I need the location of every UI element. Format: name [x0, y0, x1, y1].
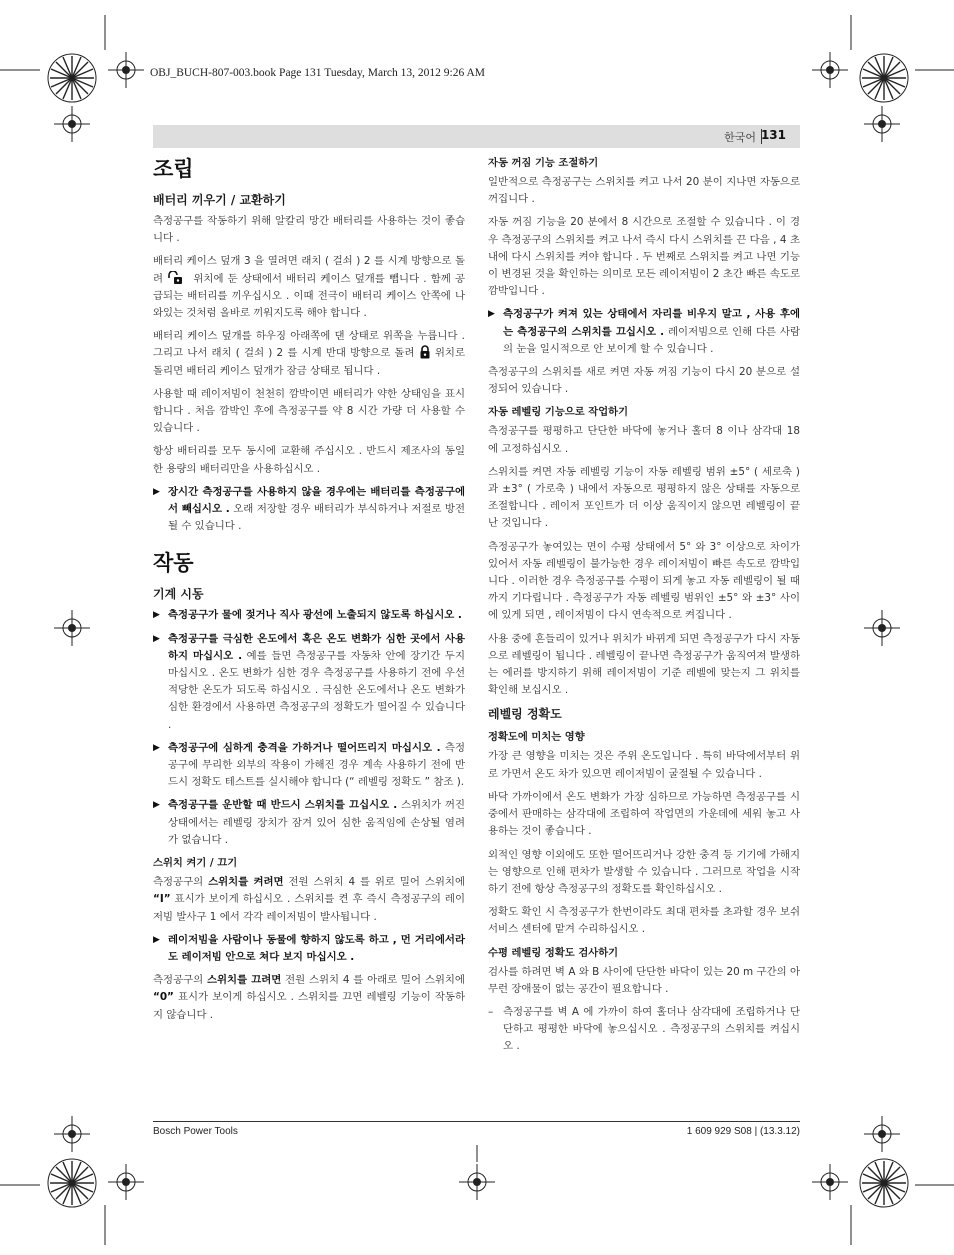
- paragraph: 측정공구를 작동하기 위해 알칼리 망간 배터리를 사용하는 것이 좋습니다 .: [153, 215, 465, 245]
- warning-bullet: ▶ 측정공구가 켜져 있는 상태에서 자리를 비우지 말고 , 사용 후에는 측정공구의 스위치를 끄십시오 . 레이저빔으로 인해 다른 사람의 눈을 일시적으로 안 보이게 할 수 있습니다 .: [488, 308, 800, 355]
- bullet-arrow-icon: ▶: [153, 633, 160, 644]
- warning-bullet: ▶ 장시간 측정공구를 사용하지 않을 경우에는 배터리를 측정공구에서 빼십시오 . 오래 저장할 경우 배터리가 부식하거나 저절로 방전될 수 있습니다 .: [153, 485, 466, 533]
- paragraph: 일반적으로 측정공구는 스위치를 켜고 나서 20 분이 지나면 자동으로 꺼집니다 .: [488, 176, 800, 206]
- heading-startup: 기계 시동: [153, 587, 204, 602]
- paragraph: 측정공구의 스위치를 켜려면 전원 스위치 4 를 위로 밀어 스위치에 “I” 표시가 보이게 하십시오 . 스위치를 켠 후 즉시 측정공구의 레이저빔 발사구 1 에서 각각 레이저빔이 발사됩니다 .: [153, 876, 465, 923]
- bullet-arrow-icon: ▶: [153, 934, 160, 945]
- warning-bullet: ▶ 측정공구를 극심한 온도에서 혹은 온도 변화가 심한 곳에서 사용하지 마십시오 . 예를 들면 측정공구를 자동차 안에 장기간 두지 마십시오 . 온도 변화가 심한 경우 측정공구를 사용하기 전에 우선 적당한 온도가 되도록 하십시오 . 극심한 온도에서나 온도 변화가 심한 환경에서 사용하면 측정공구의 정확도가 떨어질 수 있습니다 .: [153, 632, 466, 731]
- print-imprint: OBJ_BUCH-807-003.book Page 131 Tuesday, March 13, 2012 9:26 AM: [150, 67, 485, 79]
- paragraph: 사용할 때 레이저빔이 천천히 깜박이면 배터리가 약한 상태임을 표시합니다 . 처음 깜박인 후에 측정공구를 약 8 시간 가량 더 사용할 수 있습니다 .: [153, 387, 465, 435]
- paragraph: 측정공구가 놓여있는 면이 수평 상태에서 5° 와 3° 이상으로 차이가 있어서 자동 레벨링이 불가능한 경우 레이저빔이 빠른 속도로 깜박입니다 . 이러한 경우 측정공구를 수평이 되게 놓고 자동 레벨링이 될 때까지 기다립니다 . 측정공구가 자동 레벨링 범위인 ±5° 와 ±3° 사이에 있게 되면 , 레이저빔이 다시 연속적으로 켜집니다 .: [488, 540, 800, 622]
- page-number: 131: [760, 128, 786, 142]
- bullet-arrow-icon: ▶: [153, 800, 160, 811]
- heading-auto-level: 자동 레벨링 기능으로 작업하기: [488, 406, 629, 419]
- paragraph: 사용 중에 흔들리이 있거나 위치가 바뀌게 되면 측정공구가 다시 자동으로 레벨링이 됩니다 . 레벨링이 끝나면 측정공구가 움직여져 발생하는 에러를 방지하기 위해 레이저빔이 기준 레벨에 맞는지 그 위치를 확인해 보십시오 .: [488, 632, 800, 697]
- paragraph: 바닥 가까이에서 온도 변화가 가장 심하므로 가능하면 측정공구를 시중에서 판매하는 삼각대에 조립하여 작업면의 가운데에 세워 놓고 사용하는 것이 좋습니다 .: [488, 790, 800, 838]
- paragraph: 스위치를 켜면 자동 레벨링 기능이 자동 레벨링 범위 ±5° ( 세로축 ) 과 ±3° ( 가로축 ) 내에서 자동으로 평평하지 않은 상태를 자동으로 조절합니다 . 레이저 포인트가 더 이상 움직이지 않으면 레벨링이 끝난 것입니다 .: [488, 465, 800, 530]
- warning-bullet: ▶ 레이저빔을 사람이나 동물에 향하지 않도록 하고 , 먼 거리에서라도 레이저빔 안으로 쳐다 보지 마십시오 .: [153, 933, 465, 963]
- paragraph: 측정공구를 평평하고 단단한 바닥에 놓거나 홀더 8 이나 삼각대 18 에 고정하십시오 .: [488, 425, 800, 455]
- paragraph: 배터리 케이스 덮개를 하우징 아래쪽에 댄 상태로 위쪽을 누릅니다 . 그리고 나서 래치 ( 걸쇠 ) 2 를 시계 반대 방향으로 돌려 위치로 돌리면 배터리 케이스 덮개가 잠금 상태로 됩니다 .: [153, 330, 465, 377]
- paragraph: 정확도 확인 시 측정공구가 한번이라도 최대 편차를 초과할 경우 보쉬 서비스 센터에 맡겨 수리하십시오 .: [488, 906, 800, 936]
- heading-check-level: 수평 레벨링 정확도 검사하기: [488, 946, 619, 959]
- lock-icon: [419, 345, 431, 359]
- bullet-arrow-icon: ▶: [488, 309, 495, 320]
- heading-switch: 스위치 켜기 / 끄기: [153, 857, 238, 870]
- paragraph: 자동 꺼짐 기능을 20 분에서 8 시간으로 조절할 수 있습니다 . 이 경우 측정공구의 스위치를 켜고 나서 즉시 다시 스위치를 끈 다음 , 4 초 내에 다시 스위치를 켜야 합니다 . 두 번째로 스위치를 켜고 나면 기능이 변경된 것을 확인하는 의미로 모든 레이저빔이 2 초간 빠른 속도로 깜박입니다 .: [488, 216, 800, 298]
- paragraph: 측정공구의 스위치를 새로 켜면 자동 꺼짐 기능이 다시 20 분으로 설정되어 있습니다 .: [488, 366, 800, 396]
- section-title-assembly: 조립: [153, 157, 194, 181]
- warning-bullet: ▶ 측정공구가 물에 젖거나 직사 광선에 노출되지 않도록 하십시오 .: [153, 607, 465, 624]
- section-title-operation: 작동: [153, 551, 194, 576]
- paragraph: 항상 배터리를 모두 동시에 교환해 주십시오 . 반드시 제조사의 동일한 용량의 배터리만을 사용하십시오 .: [153, 445, 465, 475]
- bullet-arrow-icon: ▶: [153, 610, 160, 621]
- footer-brand: Bosch Power Tools: [153, 1126, 238, 1137]
- paragraph: 배터리 케이스 덮개 3 을 열려면 래치 ( 걸쇠 ) 2 를 시계 방향으로 돌려 위치에 둔 상태에서 배터리 케이스 덮개를 뺍니다 . 함께 공급되는 배터리를 끼우십시오 . 이때 전극이 배터리 케이스 안쪽에 나와있는 것처럼 올바로 끼워지도록 해야 합니다 .: [153, 255, 465, 320]
- warning-bullet: ▶ 측정공구에 심하게 충격을 가하거나 떨어뜨리지 마십시오 . 측정공구에 무리한 외부의 작용이 가해진 경우 계속 사용하기 전에 반드시 정확도 테스트를 실시해야 합니다 (“ 레벨링 정확도 ” 참조 ).: [153, 741, 465, 789]
- paragraph: 외적인 영향 이외에도 또한 떨어뜨리거나 강한 충격 등 기기에 가해지는 영향으로 인해 편차가 발생할 수 있습니다 . 그러므로 작업을 시작하기 전에 항상 측정공구의 정확도를 확인하십시오 .: [488, 848, 800, 895]
- unlock-icon: [167, 271, 189, 285]
- footer-rule: [153, 1121, 800, 1122]
- warning-bullet: ▶ 측정공구를 운반할 때 반드시 스위치를 끄십시오 . 스위치가 꺼진 상태에서는 레벨링 장치가 잠겨 있어 심한 움직임에 손상될 염려가 없습니다 .: [153, 799, 465, 846]
- bullet-arrow-icon: ▶: [153, 486, 160, 497]
- header-language: 한국어: [724, 131, 756, 144]
- right-column: [488, 153, 800, 1062]
- heading-auto-off: 자동 꺼짐 기능 조절하기: [488, 157, 599, 169]
- paragraph: 검사를 하려면 벽 A 와 B 사이에 단단한 바닥이 있는 20 m 구간의 아무런 장애물이 없는 공간이 필요합니다 .: [488, 965, 800, 995]
- dash-mark: –: [488, 1005, 494, 1018]
- bullet-arrow-icon: ▶: [153, 742, 160, 753]
- heading-accuracy: 레벨링 정확도: [488, 707, 562, 722]
- heading-influence: 정확도에 미치는 영향: [488, 731, 585, 744]
- page-header: [153, 125, 800, 148]
- heading-battery: 배터리 끼우기 / 교환하기: [153, 193, 286, 207]
- paragraph: 가장 큰 영향을 미치는 것은 주위 온도입니다 . 특히 바닥에서부터 위로 가면서 온도 차가 있으면 레이저빔이 굴절될 수 있습니다 .: [488, 750, 800, 780]
- footer-docref: 1 609 929 S08 | (13.3.12): [686, 1126, 800, 1137]
- paragraph: 측정공구의 스위치를 끄려면 전원 스위치 4 를 아래로 밀어 스위치에 “0” 표시가 보이게 하십시오 . 스위치를 끄면 레벨링 기능이 작동하지 않습니다 .: [153, 974, 465, 1021]
- list-item: – 측정공구를 벽 A 에 가까이 하여 홀더나 삼각대에 조립하거나 단단하고 평평한 바닥에 놓으십시오 . 측정공구의 스위치를 켜십시오 .: [488, 1005, 800, 1053]
- left-column: [153, 153, 465, 1030]
